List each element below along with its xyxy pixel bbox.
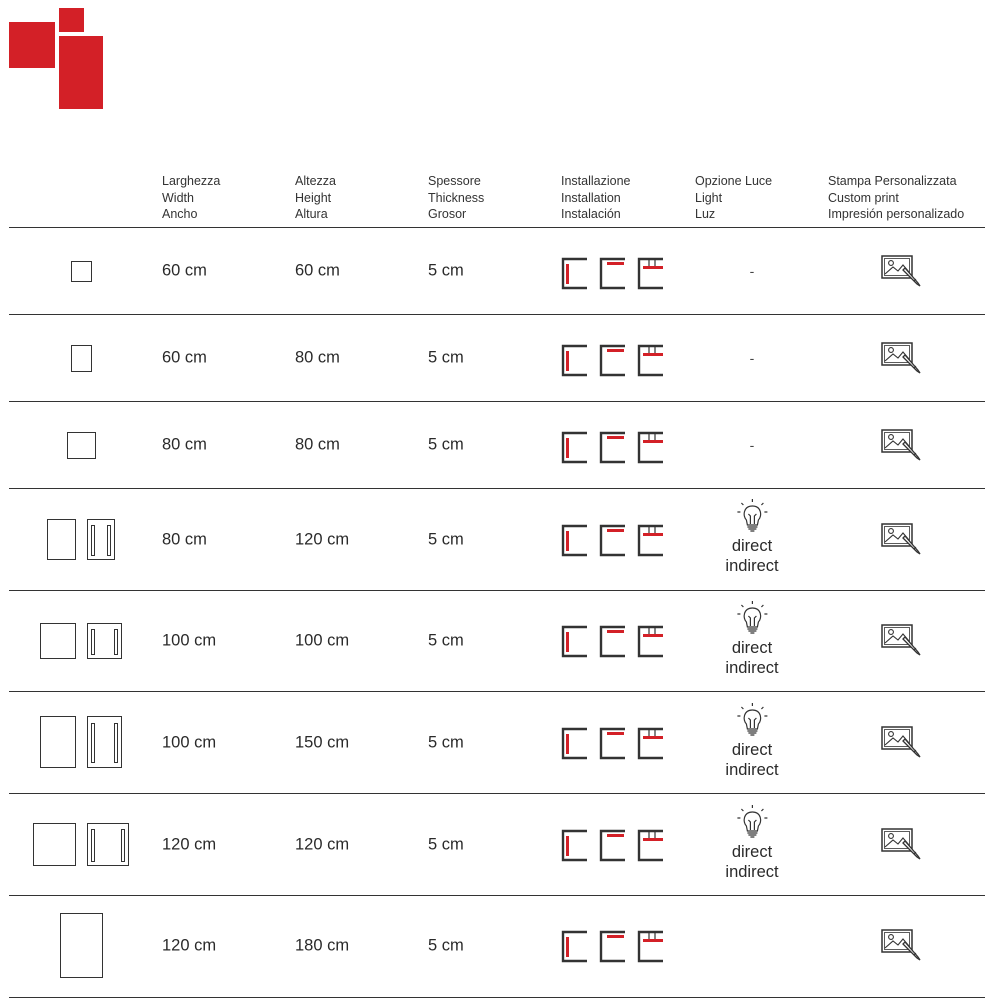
suspended-mount-icon [639, 259, 663, 288]
brand-logo [0, 0, 110, 115]
table-rule [9, 401, 985, 402]
suspended-mount-icon [639, 346, 663, 375]
panel-shape-icon [40, 716, 76, 768]
light-bulb-icon [725, 600, 778, 638]
custom-print-icon [881, 253, 923, 294]
installation-icons [561, 343, 665, 384]
table-rule [9, 793, 985, 794]
header-height: Altezza Height Altura [295, 174, 336, 221]
header-custom-print: Stampa Personalizzata Custom print Impresión personalizado [828, 174, 965, 221]
thickness-value: 5 cm [428, 435, 464, 454]
light-bulb-icon [725, 702, 778, 740]
panel-shape-icon [33, 823, 76, 866]
light-direct: direct [731, 843, 773, 861]
installation-icons [561, 523, 665, 564]
lit-panel-shape-icon [87, 519, 115, 560]
height-value: 100 cm [295, 631, 350, 650]
custom-print-icon [881, 927, 923, 968]
light-direct: direct [731, 639, 773, 657]
logo-rect-tall [59, 36, 103, 109]
header-installation: Installazione Installation Instalación [561, 174, 631, 221]
installation-icons [561, 828, 665, 869]
thickness-value: 5 cm [428, 348, 464, 367]
header-light: Opzione Luce Light Luz [695, 174, 773, 221]
lit-panel-shape-icon [87, 623, 122, 659]
wall-mount-icon [563, 932, 587, 961]
width-value: 60 cm [162, 348, 207, 367]
height-value: 120 cm [295, 530, 350, 549]
ceiling-mount-icon [601, 729, 625, 758]
header-thickness: Spessore Thickness Grosor [428, 174, 485, 221]
table-rule [9, 227, 985, 228]
light-none: - [749, 263, 755, 279]
panel-shape-icon [71, 261, 92, 282]
light-option [725, 702, 778, 780]
width-value: 100 cm [162, 631, 217, 650]
custom-print-icon [881, 427, 923, 468]
custom-print-icon [881, 622, 923, 663]
panel-shape-icon [67, 432, 96, 459]
table-rule [9, 997, 985, 998]
suspended-mount-icon [639, 627, 663, 656]
thickness-value: 5 cm [428, 261, 464, 280]
wall-mount-icon [563, 627, 587, 656]
light-none: - [749, 350, 755, 366]
ceiling-mount-icon [601, 433, 625, 462]
light-indirect: indirect [725, 557, 779, 575]
light-indirect: indirect [725, 659, 779, 677]
thickness-value: 5 cm [428, 835, 464, 854]
custom-print-icon [881, 724, 923, 765]
panel-shape-icon [71, 345, 92, 372]
height-value: 150 cm [295, 733, 350, 752]
wall-mount-icon [563, 729, 587, 758]
lit-panel-shape-icon [87, 823, 129, 866]
light-indirect: indirect [725, 761, 779, 779]
width-value: 80 cm [162, 435, 207, 454]
installation-icons [561, 256, 665, 297]
suspended-mount-icon [639, 433, 663, 462]
logo-square-large [9, 22, 55, 68]
installation-icons [561, 929, 665, 970]
panel-shape-icon [60, 913, 103, 978]
height-value: 120 cm [295, 835, 350, 854]
table-rule [9, 691, 985, 692]
light-direct: direct [731, 537, 773, 555]
suspended-mount-icon [639, 526, 663, 555]
ceiling-mount-icon [601, 526, 625, 555]
panel-shape-icon [40, 623, 76, 659]
light-indirect: indirect [725, 863, 779, 881]
height-value: 80 cm [295, 348, 340, 367]
header-width: Larghezza Width Ancho [162, 174, 221, 221]
width-value: 100 cm [162, 733, 217, 752]
ceiling-mount-icon [601, 831, 625, 860]
installation-icons [561, 430, 665, 471]
light-option [725, 804, 778, 882]
thickness-value: 5 cm [428, 631, 464, 650]
suspended-mount-icon [639, 932, 663, 961]
thickness-value: 5 cm [428, 530, 464, 549]
height-value: 60 cm [295, 261, 340, 280]
width-value: 120 cm [162, 835, 217, 854]
table-rule [9, 895, 985, 896]
wall-mount-icon [563, 433, 587, 462]
light-none: - [749, 437, 755, 453]
height-value: 180 cm [295, 936, 350, 955]
width-value: 120 cm [162, 936, 217, 955]
panel-shape-icon [47, 519, 76, 560]
light-bulb-icon [725, 804, 778, 842]
light-option [725, 498, 778, 576]
custom-print-icon [881, 340, 923, 381]
installation-icons [561, 726, 665, 767]
suspended-mount-icon [639, 729, 663, 758]
light-bulb-icon [725, 498, 778, 536]
light-direct: direct [731, 741, 773, 759]
wall-mount-icon [563, 346, 587, 375]
table-rule [9, 590, 985, 591]
wall-mount-icon [563, 831, 587, 860]
suspended-mount-icon [639, 831, 663, 860]
thickness-value: 5 cm [428, 936, 464, 955]
table-rule [9, 314, 985, 315]
light-option [725, 600, 778, 678]
wall-mount-icon [563, 526, 587, 555]
ceiling-mount-icon [601, 346, 625, 375]
ceiling-mount-icon [601, 627, 625, 656]
custom-print-icon [881, 826, 923, 867]
thickness-value: 5 cm [428, 733, 464, 752]
ceiling-mount-icon [601, 259, 625, 288]
logo-square-small [59, 8, 84, 32]
width-value: 80 cm [162, 530, 207, 549]
lit-panel-shape-icon [87, 716, 122, 768]
height-value: 80 cm [295, 435, 340, 454]
installation-icons [561, 624, 665, 665]
ceiling-mount-icon [601, 932, 625, 961]
wall-mount-icon [563, 259, 587, 288]
width-value: 60 cm [162, 261, 207, 280]
custom-print-icon [881, 521, 923, 562]
table-rule [9, 488, 985, 489]
